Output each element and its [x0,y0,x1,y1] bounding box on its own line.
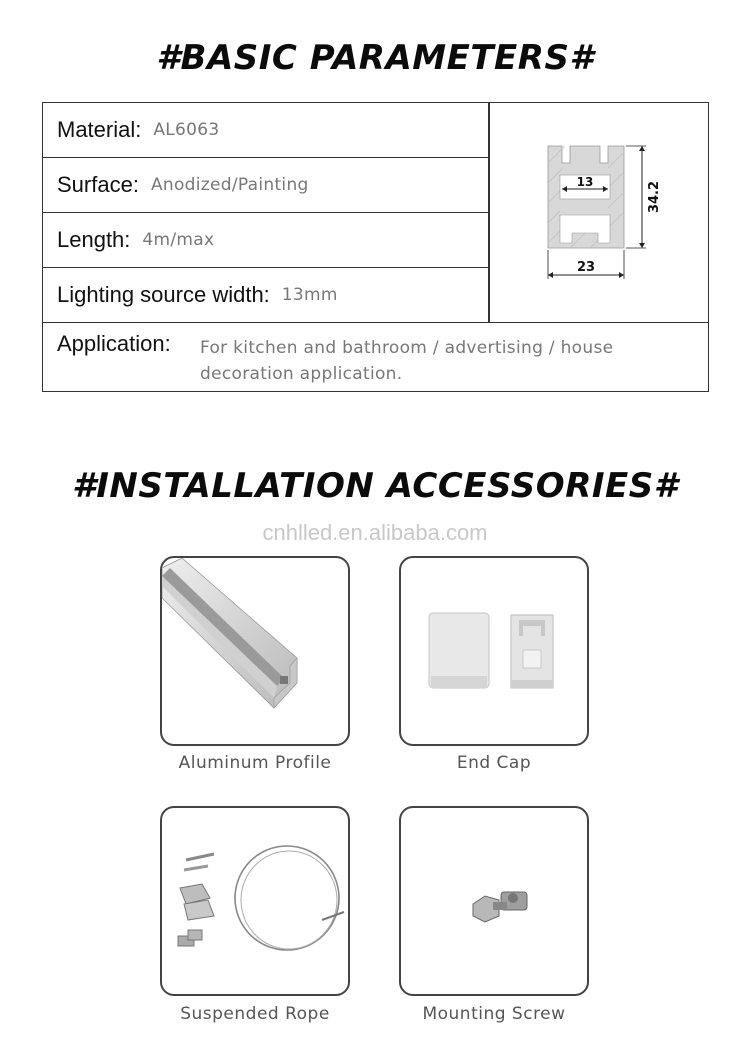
param-label: Material: [57,117,142,142]
installation-accessories-title: #INSTALLATION ACCESSORIES# [72,466,678,506]
param-label: Surface: [57,172,139,197]
accessory-card-mounting-screw [399,806,589,996]
arrowhead [548,272,553,278]
suspended-rope-image [162,808,350,996]
application-label: Application: [57,331,171,356]
cross-section-svg [490,103,708,322]
caption-mounting-screw: Mounting Screw [422,1004,566,1024]
dim-label-13: 13 [576,175,594,189]
param-value: Anodized/Painting [150,175,309,195]
basic-parameters-title: #BASIC PARAMETERS# [156,38,594,78]
caption-aluminum-profile: Aluminum Profile [178,753,332,773]
param-label: Lighting source width: [57,282,270,307]
param-value: AL6063 [153,120,220,140]
accessory-card-suspended-rope [160,806,350,996]
end-cap-image [401,558,589,746]
arrowhead [619,272,624,278]
profile-cross-section-diagram [490,103,708,322]
caption-end-cap: End Cap [456,753,532,773]
dim-label-23: 23 [576,260,596,275]
parameters-table [42,102,709,392]
dim-label-34-2: 34.2 [647,180,662,214]
application-value: For kitchen and bathroom / advertising / house decoration application. [200,338,614,384]
arrowhead [639,146,645,151]
param-row-material [43,103,489,158]
accessory-card-end-cap [399,556,589,746]
param-row-lighting-width [43,268,489,322]
caption-suspended-rope: Suspended Rope [180,1004,330,1024]
param-value: 4m/max [142,230,215,250]
param-value: 13mm [281,285,338,305]
mounting-screw-image [401,808,589,996]
param-row-surface [43,158,489,213]
accessory-card-aluminum-profile [160,556,350,746]
param-row-length [43,213,489,268]
arrowhead [639,243,645,248]
param-label: Length: [57,227,131,252]
param-row-application [43,322,708,390]
watermark: cnhlled.en.alibaba.com [262,520,488,545]
aluminum-profile-image [162,558,350,746]
